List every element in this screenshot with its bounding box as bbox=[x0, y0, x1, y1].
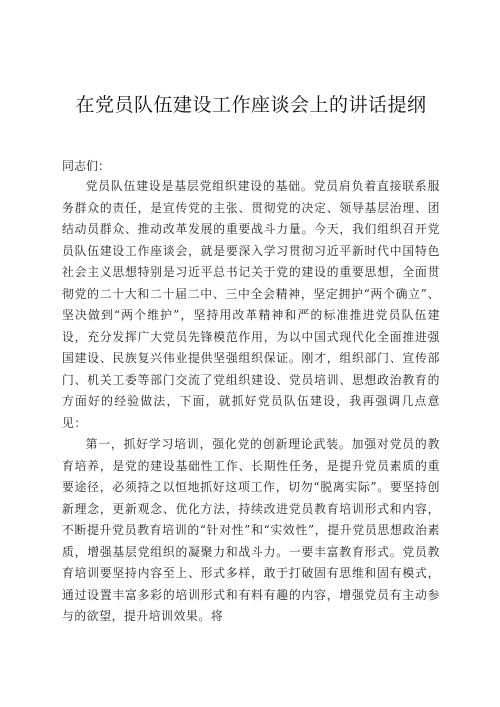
salutation: 同志们： bbox=[62, 159, 111, 173]
document-title: 在党员队伍建设工作座谈会上的讲话提纲 bbox=[75, 94, 427, 116]
body-paragraph: 党员队伍建设是基层党组织建设的基础。党员肩负着直接联系服务群众的责任，是宣传党的主张、贯彻党的决定、领导基层治理、团结动员群众、推动改革发展的重要战斗力量。今天，我们组织召开党员队伍建设工作座谈会，就是要深入学习贯彻习近平新时代中国特色社会主义思想特别是习近平总书记关于党的建设的重要思想，全面贯彻党的二十大和二十届二中、三中全会精神，坚定拥护“两个确立”、坚决做到“两个维护”，坚持用改革精神和严的标准推进党员队伍建设，充分发挥广大党员先锋模范作用，为以中国式现代化全面推进强国建设、民族复兴伟业提供坚强组织保证。刚才，组织部门、宣传部门、机关工委等部门交流了党组织建设、党员培训、思想政治教育的方面好的经验做法，下面，就抓好党员队伍建设，我再强调几点意见： bbox=[62, 179, 440, 430]
body-paragraph: 第一，抓好学习培训，强化党的创新理论武装。加强对党员的教育培养，是党的建设基础性工作、长期性任务，是提升党员素质的重要途径，必须持之以恒地抓好这项工作，切勿“脱离实际”。要坚持创新理念，更新观念、优化方法，持续改进党员教育培训形式和内容，不断提升党员教育培训的“针对性”和“实效性”，提升党员思想政治素质，增强基层党组织的凝聚力和战斗力。一要丰富教育形式。党员教育培训要坚持内容至上、形式多样，敢于打破固有思维和固有模式，通过设置丰富多彩的培训形式和有料有趣的内容，增强党员有主动参与的欲望，提升培训效果。将 bbox=[62, 437, 440, 623]
